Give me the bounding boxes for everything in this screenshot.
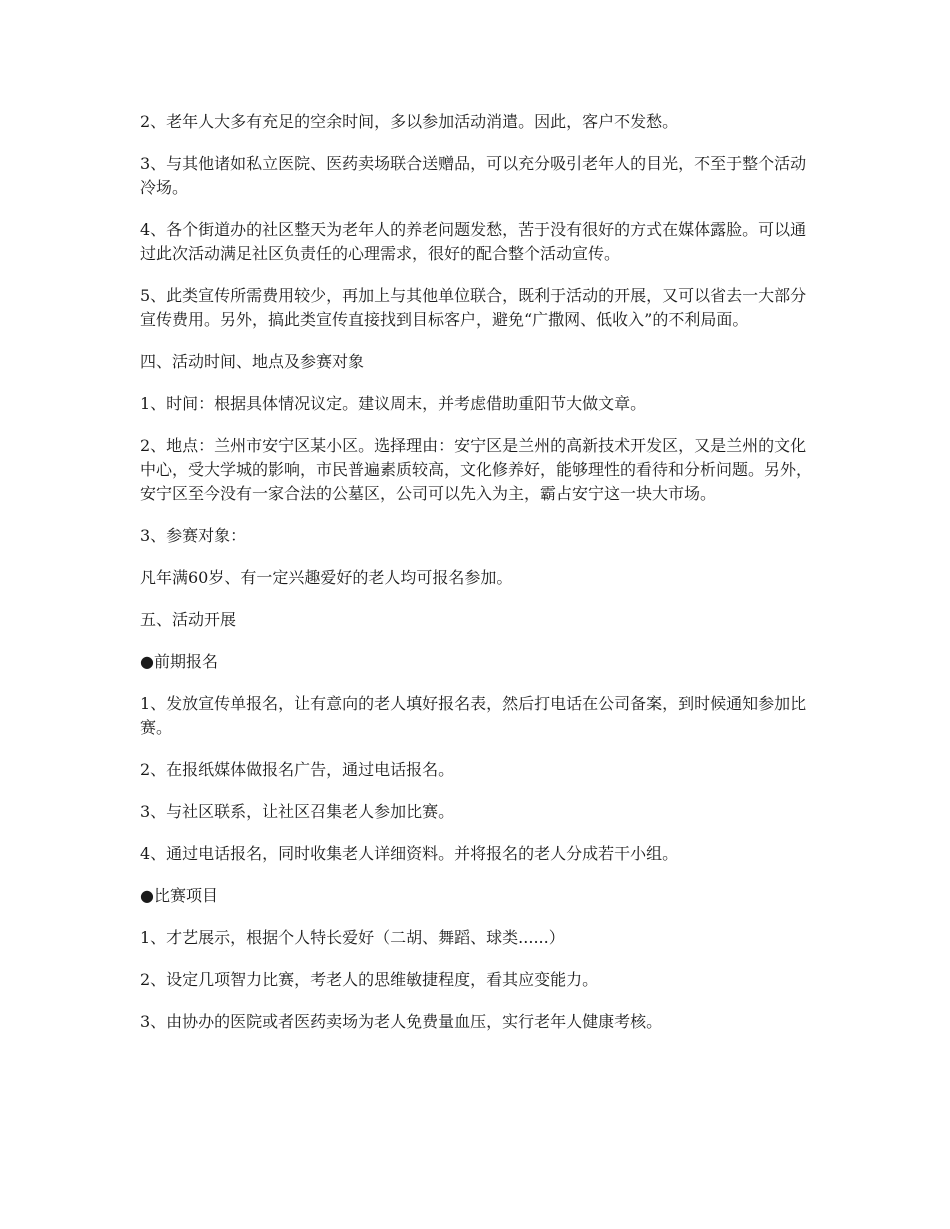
section-heading-time-place: 四、活动时间、地点及参赛对象 — [140, 352, 365, 371]
paragraph-registration-4: 4、通过电话报名，同时收集老人详细资料。并将报名的老人分成若干小组。 — [140, 844, 679, 863]
paragraph-advantage-2: 2、老年人大多有充足的空余时间，多以参加活动消遣。因此，客户不发愁。 — [140, 112, 679, 131]
paragraph-registration-1: 1、发放宣传单报名，让有意向的老人填好报名表，然后打电话在公司备案，到时候通知参加比赛。 — [140, 694, 807, 737]
paragraph-advantage-3: 3、与其他诸如私立医院、医药卖场联合送赠品，可以充分吸引老年人的目光，不至于整个活动冷场。 — [140, 154, 807, 197]
paragraph-place: 2、地点：兰州市安宁区某小区。选择理由：安宁区是兰州的高新技术开发区，又是兰州的文化中心，受大学城的影响，市民普遍素质较高，文化修养好，能够理性的看待和分析问题。另外，安宁区至今没有一家合法的公墓区，公司可以先入为主，霸占安宁这一块大市场。 — [140, 436, 813, 503]
subheading-registration: ●前期报名 — [140, 652, 218, 671]
paragraph-competition-2: 2、设定几项智力比赛，考老人的思维敏捷程度，看其应变能力。 — [140, 970, 599, 989]
paragraph-participants-label: 3、参赛对象： — [140, 526, 247, 545]
paragraph-registration-3: 3、与社区联系，让社区召集老人参加比赛。 — [140, 802, 455, 821]
document-body — [140, 110, 812, 1052]
paragraph-advantage-4: 4、各个街道办的社区整天为老年人的养老问题发愁，苦于没有很好的方式在媒体露脸。可以通过此次活动满足社区负责任的心理需求，很好的配合整个活动宣传。 — [140, 220, 807, 263]
paragraph-advantage-5: 5、此类宣传所需费用较少，再加上与其他单位联合，既利于活动的开展，又可以省去一大部分宣传费用。另外，搞此类宣传直接找到目标客户，避免“广撒网、低收入”的不利局面。 — [140, 286, 807, 329]
paragraph-competition-1: 1、才艺展示，根据个人特长爱好（二胡、舞蹈、球类......） — [140, 928, 565, 947]
paragraph-time: 1、时间：根据具体情况议定。建议周末，并考虑借助重阳节大做文章。 — [140, 394, 647, 413]
paragraph-participants: 凡年满60岁、有一定兴趣爱好的老人均可报名参加。 — [140, 568, 513, 587]
section-heading-activity: 五、活动开展 — [140, 610, 237, 629]
paragraph-competition-3: 3、由协办的医院或者医药卖场为老人免费量血压，实行老年人健康考核。 — [140, 1012, 663, 1031]
subheading-competition-items: ●比赛项目 — [140, 886, 218, 905]
paragraph-registration-2: 2、在报纸媒体做报名广告，通过电话报名。 — [140, 760, 455, 779]
